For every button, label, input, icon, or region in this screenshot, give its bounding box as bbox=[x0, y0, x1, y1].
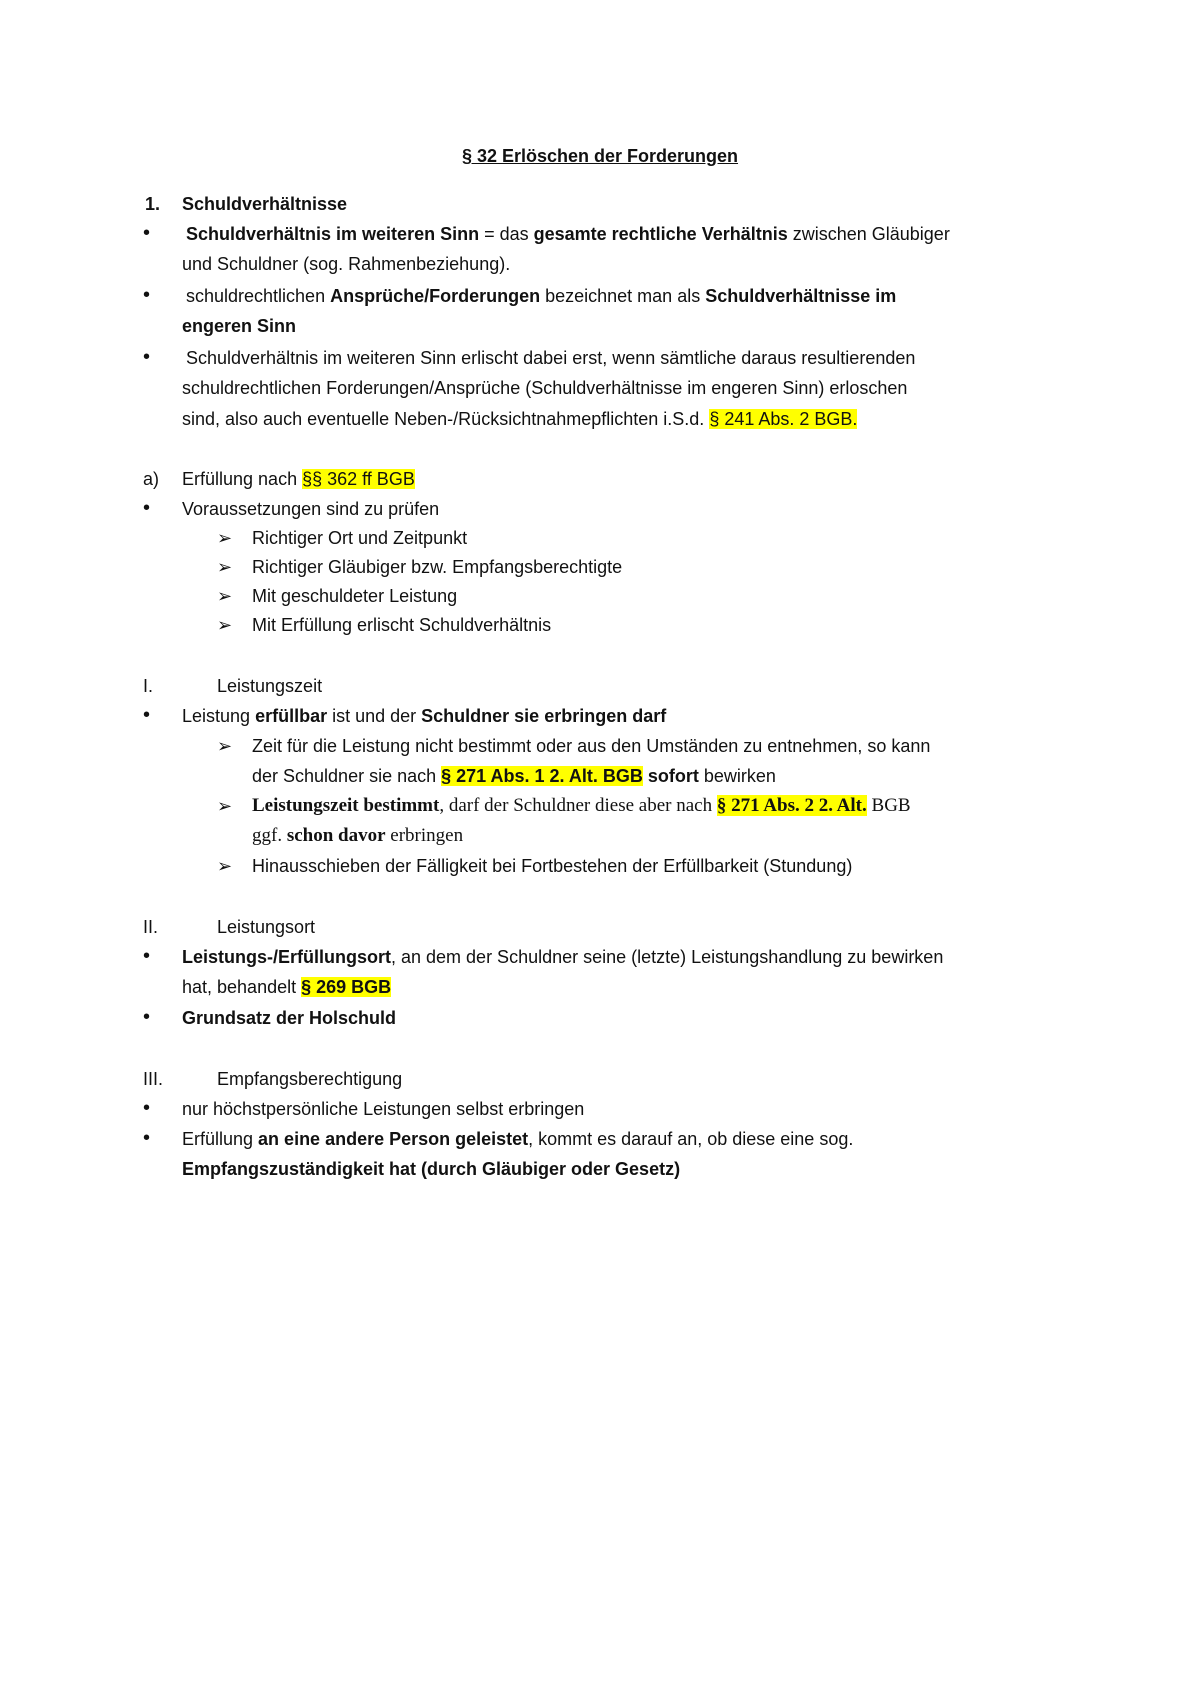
section-heading-leistungsort: Leistungsort bbox=[217, 917, 316, 937]
section-letter: a) bbox=[143, 469, 160, 489]
paragraph-line: schuldrechtlichen Forderungen/Ansprüche (Schuldverhältnisse im engeren Sinn) erloschen bbox=[182, 378, 908, 398]
bullet-icon: • bbox=[143, 1006, 151, 1028]
highlighted-reference: §§ 362 ff BGB bbox=[302, 469, 415, 489]
list-item: ggf. schon davor erbringen bbox=[252, 825, 464, 846]
bullet-icon: • bbox=[143, 945, 151, 967]
paragraph-line: Schuldverhältnis im weiteren Sinn erlischt dabei erst, wenn sämtliche daraus resultierenden bbox=[186, 348, 916, 368]
paragraph-line: Erfüllung an eine andere Person geleistet, kommt es darauf an, ob diese eine sog. bbox=[182, 1129, 854, 1149]
paragraph-line: hat, behandelt § 269 BGB bbox=[182, 977, 392, 997]
arrow-bullet-icon: ➢ bbox=[217, 557, 233, 577]
paragraph-line: Voraussetzungen sind zu prüfen bbox=[182, 499, 440, 519]
bullet-icon: • bbox=[143, 497, 151, 519]
list-item: Mit geschuldeter Leistung bbox=[252, 586, 458, 606]
page-title: § 32 Erlöschen der Forderungen bbox=[461, 146, 739, 166]
bullet-icon: • bbox=[143, 222, 151, 244]
paragraph-line: Empfangszuständigkeit hat (durch Gläubiger oder Gesetz) bbox=[182, 1159, 681, 1179]
list-item: Leistungszeit bestimmt, darf der Schuldner diese aber nach § 271 Abs. 2 2. Alt. BGB bbox=[252, 795, 911, 816]
section-heading-leistungszeit: Leistungszeit bbox=[217, 676, 323, 696]
paragraph-line: Schuldverhältnis im weiteren Sinn = das gesamte rechtliche Verhältnis zwischen Gläubiger bbox=[186, 224, 950, 244]
paragraph-line: nur höchstpersönliche Leistungen selbst erbringen bbox=[182, 1099, 585, 1119]
paragraph-line: engeren Sinn bbox=[182, 316, 297, 336]
paragraph-line: sind, also auch eventuelle Neben-/Rücksichtnahmepflichten i.S.d. § 241 Abs. 2 BGB. bbox=[182, 409, 858, 429]
bullet-icon: • bbox=[143, 346, 151, 368]
section-numeral: III. bbox=[143, 1069, 164, 1089]
bullet-icon: • bbox=[143, 1097, 151, 1119]
list-item: Mit Erfüllung erlischt Schuldverhältnis bbox=[252, 615, 552, 635]
arrow-bullet-icon: ➢ bbox=[217, 856, 233, 876]
list-item: Richtiger Ort und Zeitpunkt bbox=[252, 528, 468, 548]
paragraph-line: Leistungs-/Erfüllungsort, an dem der Schuldner seine (letzte) Leistungshandlung zu bewirken bbox=[182, 947, 944, 967]
section-number: 1. bbox=[145, 194, 161, 214]
highlighted-reference: § 241 Abs. 2 BGB. bbox=[709, 409, 858, 429]
paragraph-line: Grundsatz der Holschuld bbox=[182, 1008, 397, 1028]
highlighted-reference: § 271 Abs. 1 2. Alt. BGB bbox=[441, 766, 643, 786]
arrow-bullet-icon: ➢ bbox=[217, 796, 233, 816]
arrow-bullet-icon: ➢ bbox=[217, 736, 233, 756]
section-heading-erfuellung: Erfüllung nach §§ 362 ff BGB bbox=[182, 469, 415, 489]
section-heading-schuldverhaeltnisse: Schuldverhältnisse bbox=[182, 194, 348, 214]
section-numeral: I. bbox=[143, 676, 154, 696]
paragraph-line: Leistung erfüllbar ist und der Schuldner sie erbringen darf bbox=[182, 706, 667, 726]
arrow-bullet-icon: ➢ bbox=[217, 586, 233, 606]
paragraph-line: schuldrechtlichen Ansprüche/Forderungen bezeichnet man als Schuldverhältnisse im bbox=[186, 286, 897, 306]
section-heading-empfangsberechtigung: Empfangsberechtigung bbox=[217, 1069, 403, 1089]
highlighted-reference: § 269 BGB bbox=[301, 977, 392, 997]
arrow-bullet-icon: ➢ bbox=[217, 615, 233, 635]
list-item: Richtiger Gläubiger bzw. Empfangsberechtigte bbox=[252, 557, 623, 577]
paragraph-line: und Schuldner (sog. Rahmenbeziehung). bbox=[182, 254, 511, 274]
bullet-icon: • bbox=[143, 704, 151, 726]
list-item: Hinausschieben der Fälligkeit bei Fortbestehen der Erfüllbarkeit (Stundung) bbox=[252, 856, 853, 876]
bullet-icon: • bbox=[143, 284, 151, 306]
arrow-bullet-icon: ➢ bbox=[217, 528, 233, 548]
section-numeral: II. bbox=[143, 917, 159, 937]
highlighted-reference: § 271 Abs. 2 2. Alt. bbox=[716, 795, 867, 816]
bullet-icon: • bbox=[143, 1127, 151, 1149]
list-item: Zeit für die Leistung nicht bestimmt oder aus den Umständen zu entnehmen, so kann bbox=[252, 736, 931, 756]
list-item: der Schuldner sie nach § 271 Abs. 1 2. Alt. BGB sofort bewirken bbox=[252, 766, 776, 786]
